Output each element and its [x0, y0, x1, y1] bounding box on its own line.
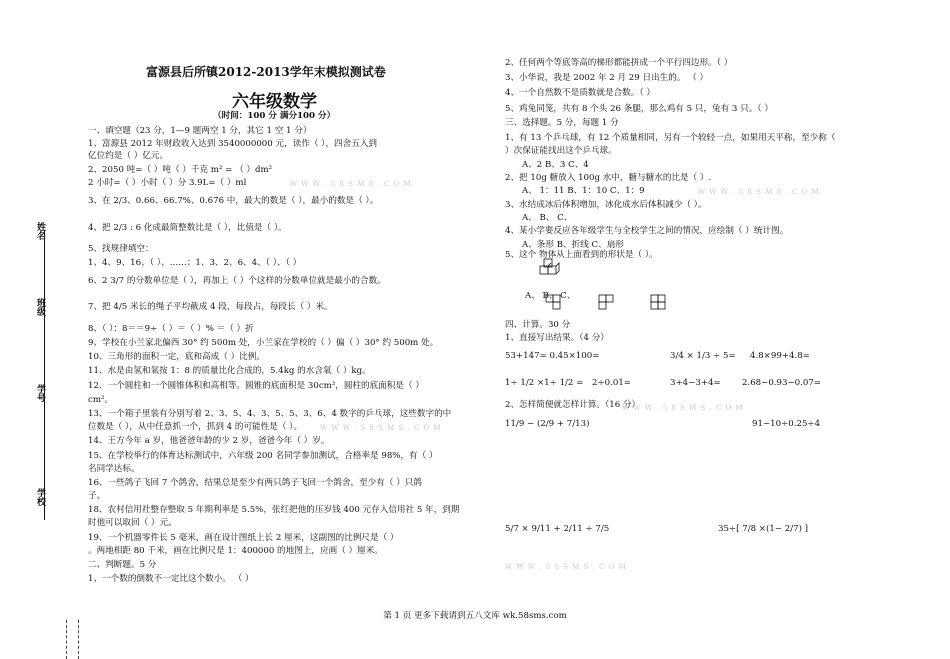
calc-row2-a: 1÷ 1/2 ×1÷ 1/2 = [505, 378, 584, 388]
q11: 11、水是由氢和氧按 1：8 的质量比化合成的，5.4kg 的水含氧（ ）kg。 [88, 366, 371, 376]
section-true-false: 二、判断题。5 分 [88, 560, 157, 570]
calc-row1-a: 53+147= 0.45×100= [505, 351, 600, 361]
q3: 3、在 2/3、0.66、66.7%、0.6̇7̇6̇ 中，最大的数是（ ），最小的数是（ ）。 [88, 196, 379, 206]
calc-row1-b: 3/4 × 1/3 ÷ 5= [670, 351, 736, 361]
name-label: 姓名 [35, 222, 45, 240]
choice-q4: 4、某小学要反应各年级学生与全校学生之间的情况，应绘制（ ）统计图。 [505, 226, 789, 236]
q19-line1: 19、一个机器零件长 5 毫米，画在设计图纸上长 2 厘米，这副图的比例尺是（ ） [88, 533, 399, 543]
q16-line1: 16、一些鸽子飞回 7 个鸽舍，结果总是至少有两只鸽子飞回一个鸽舍，至少有（ ）只鸽 [88, 478, 422, 488]
section-choice: 三、选择题。5 分，每题 1 分 [505, 118, 619, 128]
q12-line2: cm²。 [88, 395, 114, 405]
exam-title: 富源县后所镇2012-2013学年末模拟测试卷 [146, 65, 386, 79]
q18-line1: 18、农村信用社整存整取 5 年期利率是 5.5%，张红把他的压岁钱 400 元存入信用社 5 年，到期 [88, 505, 460, 515]
choice-q4-options: A、条形 B、折线 C、扇形 [522, 240, 624, 250]
tf-q5: 5、鸡兔同笼，共有 8 个头 26 条腿，那么鸡有 5 只，兔有 3 只。（ ） [505, 104, 773, 114]
cube-stack-figure [538, 256, 562, 280]
calc-simplify-title: 2、怎样简便就怎样计算。（16 分） [505, 400, 641, 410]
calc-simplify-4: 35÷[ 7/8 ×(1− 2/7) ] [718, 524, 809, 534]
calc-row2-c: 3+4−3+4= [670, 378, 721, 388]
choice-q1-options: A、2 B、3 C、4 [522, 160, 589, 170]
q15-line2: 名同学达标。 [88, 464, 140, 474]
tf-q3: 3、小华说，我是 2002 年 2 月 29 日出生的。 （ ） [505, 73, 709, 83]
time-info: （时间：100 分 满分100 分） [213, 111, 336, 121]
q16-line2: 子。 [88, 491, 106, 501]
page-footer: 第 1 页 更多下载请到五八文库 wk.58sms.com [383, 611, 567, 621]
watermark-1: W W W . 5 8 S M S . C O M [290, 180, 412, 188]
watermark-3: W W W . 5 8 S M S . C O M [320, 424, 442, 432]
option-b-shape [598, 294, 620, 312]
cut-line-1 [66, 620, 67, 659]
calc-row2-d: 2.68−0.93−0.07= [742, 378, 822, 388]
calc-simplify-2: 91−10÷0.25÷4 [752, 419, 821, 429]
student-no-label: 学号 [35, 384, 45, 402]
q15-line1: 15、在学校举行的体育达标测试中，六年级 200 名同学参加测试，合格率是 98%，有（ ） [88, 451, 438, 461]
choice-q1-line2: ）次保证能找出这个乒乓球。 [505, 146, 617, 156]
q5: 5、找规律填空： [88, 244, 154, 254]
q12-line1: 12、一个圆柱和一个圆锥体积和高相等。圆锥的底面积是 30cm²，圆柱的底面积是（ ） [88, 381, 424, 391]
q13-line2: 位数是（ ），从中任意抓一个，抓到 4 的可能性是（ ）。 [88, 422, 303, 432]
class-label: 班级 [35, 298, 45, 316]
cut-line-2 [78, 620, 79, 659]
watermark-5: W W W . 5 8 S M S . C O M [505, 563, 627, 571]
section-calc: 四、计算。30 分 [505, 320, 571, 330]
watermark-2: W W W . 5 8 S M S . C O M [698, 188, 820, 196]
choice-q5: 5、这个 物体从上面看到的形状是（ ）。 [505, 250, 658, 260]
q9: 9、学校在小兰家北偏西 30° 约 500m 处，小兰家在学校的（ ）偏（ ）30° 约 500m 处。 [88, 338, 439, 348]
choice-q3-options: A、 B、 C、 [522, 213, 573, 223]
choice-q3: 3、水结成冰后体积增加，冰化成水后体积减少（ ）。 [505, 200, 707, 210]
choice-q2-options: A、 1：11 B、1：10 C、1：9 [522, 186, 645, 196]
watermark-4: W W W . 5 8 S M S . C O M [622, 404, 744, 412]
q13-line1: 13、一个箱子里装有分别写着 2、3、5、4、3、5、5、3、6、4 数字的乒乓球，这些数字的中 [88, 409, 452, 419]
q2-line2: 2 小时=（ ）小时（ ）分 3.9L=（ ）ml [88, 178, 247, 188]
tf-q4: 4、一个自然数不是质数就是合数。（ ） [505, 88, 655, 98]
tf-q1: 1、一个数的倒数不一定比这个数小。 （ ） [88, 574, 254, 584]
q18-line2: 时他可以取回（ ）元。 [88, 518, 177, 528]
q7: 7、把 4/5 米长的绳子平均截成 4 段，每段占，每段长（ ）米。 [88, 302, 333, 312]
q5-sequences: 1、4、9、16、（ ）、……；1、3、2、6、4、（ ）、（ ） [88, 258, 302, 268]
calc-row2-b: 2÷0.01= [592, 378, 632, 388]
choice-q5-options: A、 B、 C、 [525, 291, 576, 301]
q8: 8、（ ）：8＝＝9÷（ ）＝（ ）% ＝（ ）折 [88, 324, 254, 334]
calc-simplify-1: 11/9 − (2/9 + 7/13) [505, 419, 590, 429]
q14: 14、王方今年 a 岁，他爸爸年龄的少 2 岁，爸爸今年（ ）岁。 [88, 436, 330, 446]
q1-line2: 亿位约是（ ）亿元。 [88, 151, 169, 161]
q2-line1: 2、2050 吨=（ ）吨（ ）千克 m² = （ ）dm² [88, 165, 273, 175]
q1-line1: 1、富源县 2012 年财政收入达到 3540000000 元，读作（ ），四舍五入到 [88, 139, 378, 149]
q10: 10、三角形的面积一定，底和高成（ ）比例。 [88, 352, 265, 362]
choice-q1-line1: 1、有 13 个乒乓球，有 12 个质量相同，另有一个较轻一点，如果用天平称，至少称（ [505, 133, 836, 143]
calc-row1-c: 4.8×99+4.8= [750, 351, 810, 361]
calc-direct-title: 1、直接写出结果。（4 分） [505, 333, 609, 343]
option-c-shape [650, 294, 672, 312]
q6: 6、2 3/7 的分数单位是（ ），再加上（ ）个这样的分数单位就是最小的合数。 [88, 276, 386, 286]
choice-q2: 2、把 10g 糖放入 100g 水中，糖与糖水的比是（ ）. [505, 173, 712, 183]
tf-q2: 2、任何两个等底等高的梯形都能拼成一个平行四边形。（ ） [505, 58, 733, 68]
q19-line2: 。两地相距 80 千米，画在比例尺是 1：400000 的地图上，应画（ ）厘米。 [88, 546, 383, 556]
subject-title: 六年级数学 [232, 92, 317, 112]
q4: 4、把 2/3 : 6 化成最简整数比是（ ），比值是（ ）。 [88, 223, 287, 233]
section-fill-in: 一、填空题（23 分，1—9 题两空 1 分，其它 1 空 1 分） [88, 126, 312, 136]
calc-simplify-3: 5/7 × 9/11 + 2/11 ÷ 7/5 [505, 524, 610, 534]
option-a-shape [545, 294, 567, 312]
binding-line [44, 230, 45, 520]
school-label: 学校 [35, 488, 45, 506]
